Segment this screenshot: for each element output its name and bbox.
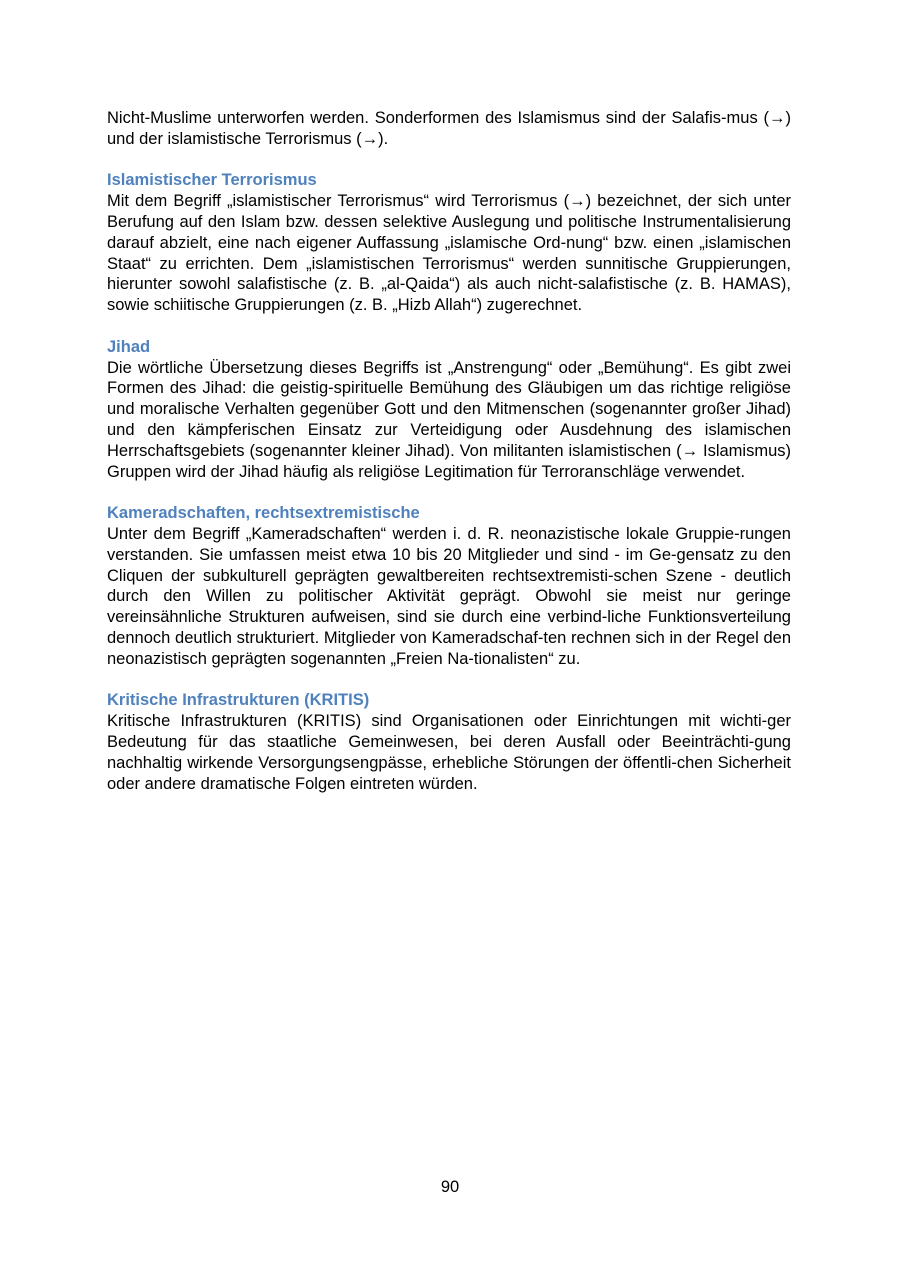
section-body: Unter dem Begriff „Kameradschaften“ werden i. d. R. neonazistische lokale Gruppie-rungen verstanden. Sie umfassen meist etwa 10 bis 20 Mitglieder und sind - im Ge-gensatz zu den Cliquen der subkulturell geprägten gewaltbereiten rechtsextremisti-schen Szene - deutlich durch den Willen zu politischer Aktivität geprägt. Obwohl sie meist nur geringe vereinsähnliche Strukturen aufweisen, sind sie durch eine verbind-liche Funktionsverteilung dennoch deutlich strukturiert. Mitglieder von Kameradschaf-ten rechnen sich in der Regel den neonazistisch geprägten sogenannten „Freien Na-tionalisten“ zu. xyxy=(107,524,791,668)
section-heading: Islamistischer Terrorismus xyxy=(107,171,317,190)
section-body: Die wörtliche Übersetzung dieses Begriffs ist „Anstrengung“ oder „Bemühung“. Es gibt zwei Formen des Jihad: die geistig-spirituelle Bemühung des Gläubigen um das richtige religiöse und moralische Verhalten gegenüber Gott und den Mitmenschen (sogenannter großer Jihad) und den kämpferischen Einsatz zur Verteidigung oder Ausdehnung des islamischen Herrschaftsgebiets (sogenannter kleiner Jihad). Von militanten islamistischen (→ Islamismus) Gruppen wird der Jihad häufig als religiöse Legitimation für Terroranschläge verwendet. xyxy=(107,358,791,481)
section-islamistischer-terrorismus xyxy=(107,170,791,316)
section-body: Mit dem Begriff „islamistischer Terrorismus“ wird Terrorismus (→) bezeichnet, der sich unter Berufung auf den Islam bzw. dessen selektive Auslegung und politische Instrumentalisierung darauf abzielt, eine nach eigener Auffassung „islamische Ord-nung“ bzw. einen „islamischen Staat“ zu errichten. Dem „islamistischen Terrorismus“ werden sunnitische Gruppierungen, hierunter sowohl salafistische (z. B. „al-Qaida“) als auch nicht-salafistische (z. B. HAMAS), sowie schiitische Gruppierungen (z. B. „Hizb Allah“) zugerechnet. xyxy=(107,192,791,315)
section-kameradschaften xyxy=(107,503,791,669)
section-jihad xyxy=(107,337,791,483)
intro-paragraph: Nicht-Muslime unterworfen werden. Sonderformen des Islamismus sind der Salafis-mus (→) und der islamistische Terrorismus (→). xyxy=(107,109,791,148)
document-page xyxy=(107,108,791,794)
page-number: 90 xyxy=(440,1178,460,1196)
section-heading: Kameradschaften, rechtsextremistische xyxy=(107,504,420,523)
section-heading: Jihad xyxy=(107,337,151,356)
section-kritis xyxy=(107,690,791,794)
section-body: Kritische Infrastrukturen (KRITIS) sind Organisationen oder Einrichtungen mit wichti-ger Bedeutung für das staatliche Gemeinwesen, bei deren Ausfall oder Beeinträchti-gung nachhaltig wirkende Versorgungsengpässe, erhebliche Störungen der öffentli-chen Sicherheit oder andere dramatische Folgen eintreten würden. xyxy=(107,712,791,793)
section-heading: Kritische Infrastrukturen (KRITIS) xyxy=(107,691,370,710)
